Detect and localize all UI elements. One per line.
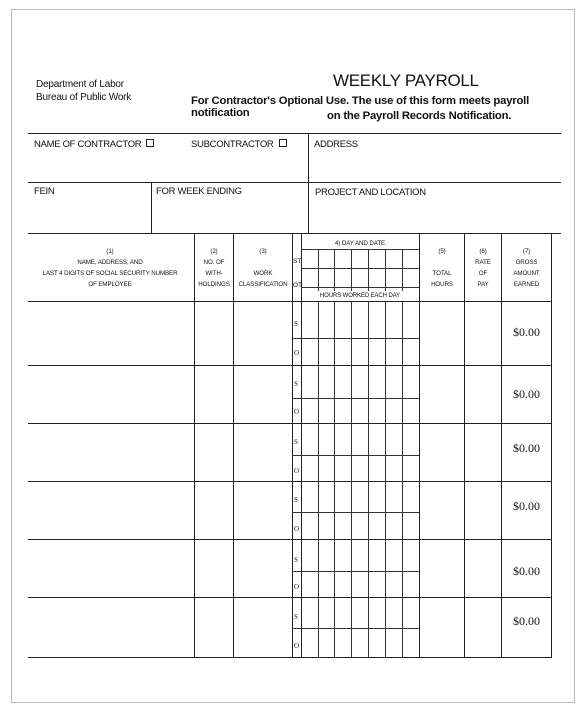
- gross-amount: $0.00: [513, 387, 540, 401]
- col-rate-header: (6) RATE OF PAY: [475, 248, 491, 288]
- fein-field[interactable]: FEIN: [34, 186, 55, 197]
- name-of-contractor-field[interactable]: [34, 139, 154, 150]
- st-marker: S: [294, 320, 298, 328]
- contractor-checkbox[interactable]: [146, 139, 154, 147]
- col-withholdings-header: (2) NO. OF WITH- HOLDINGS: [198, 248, 230, 288]
- week-ending-field[interactable]: FOR WEEK ENDING: [156, 186, 242, 197]
- name-of-contractor-label: NAME OF CONTRACTOR: [34, 139, 142, 150]
- gross-amount: $0.00: [513, 614, 540, 628]
- col-total-hours-header: (5) TOTAL HOURS: [431, 248, 453, 288]
- agency-line-2: Bureau of Public Work: [36, 92, 132, 103]
- ot-marker: O: [294, 525, 300, 533]
- subcontractor-checkbox[interactable]: [279, 139, 287, 147]
- subcontractor-label: SUBCONTRACTOR: [191, 139, 274, 150]
- col-day-date-header: 4) DAY AND DATE: [334, 240, 386, 247]
- form-subtitle-line-1: For Contractor's Optional Use. The use of this form meets payroll notification: [191, 95, 530, 119]
- col-hours-worked-header: HOURS WORKED EACH DAY: [319, 293, 401, 299]
- project-location-field[interactable]: PROJECT AND LOCATION: [315, 187, 426, 198]
- gross-amount: $0.00: [513, 325, 540, 339]
- ot-marker: O: [294, 583, 300, 591]
- subcontractor-field[interactable]: [191, 139, 287, 150]
- ot-marker: O: [294, 349, 300, 357]
- form-title: WEEKLY PAYROLL: [333, 71, 479, 90]
- st-label: ST: [293, 258, 302, 265]
- gross-amount: $0.00: [513, 499, 540, 513]
- ot-marker: O: [294, 408, 300, 416]
- gross-amount: $0.00: [513, 441, 540, 455]
- st-marker: S: [294, 613, 298, 621]
- st-marker: S: [294, 556, 298, 564]
- form-subtitle-line-2: on the Payroll Records Notification.: [327, 110, 512, 122]
- st-marker: S: [294, 496, 298, 504]
- st-marker: S: [294, 380, 298, 388]
- ot-marker: O: [294, 467, 300, 475]
- gross-amount: $0.00: [513, 564, 540, 578]
- address-field[interactable]: ADDRESS: [314, 139, 358, 150]
- ot-label: OT: [293, 282, 303, 289]
- st-marker: S: [294, 438, 298, 446]
- col-employee-header: (1) NAME, ADDRESS, AND LAST 4 DIGITS OF SOCIAL SECURITY NUMBER OF EMPLOYEE: [42, 248, 178, 288]
- agency-name: [36, 78, 131, 104]
- agency-line-1: Department of Labor: [36, 79, 124, 90]
- ot-marker: O: [294, 642, 300, 650]
- col-gross-header: (7) GROSS AMOUNT EARNED: [513, 248, 540, 288]
- col-classification-header: (3) WORK CLASSIFICATION: [238, 248, 288, 288]
